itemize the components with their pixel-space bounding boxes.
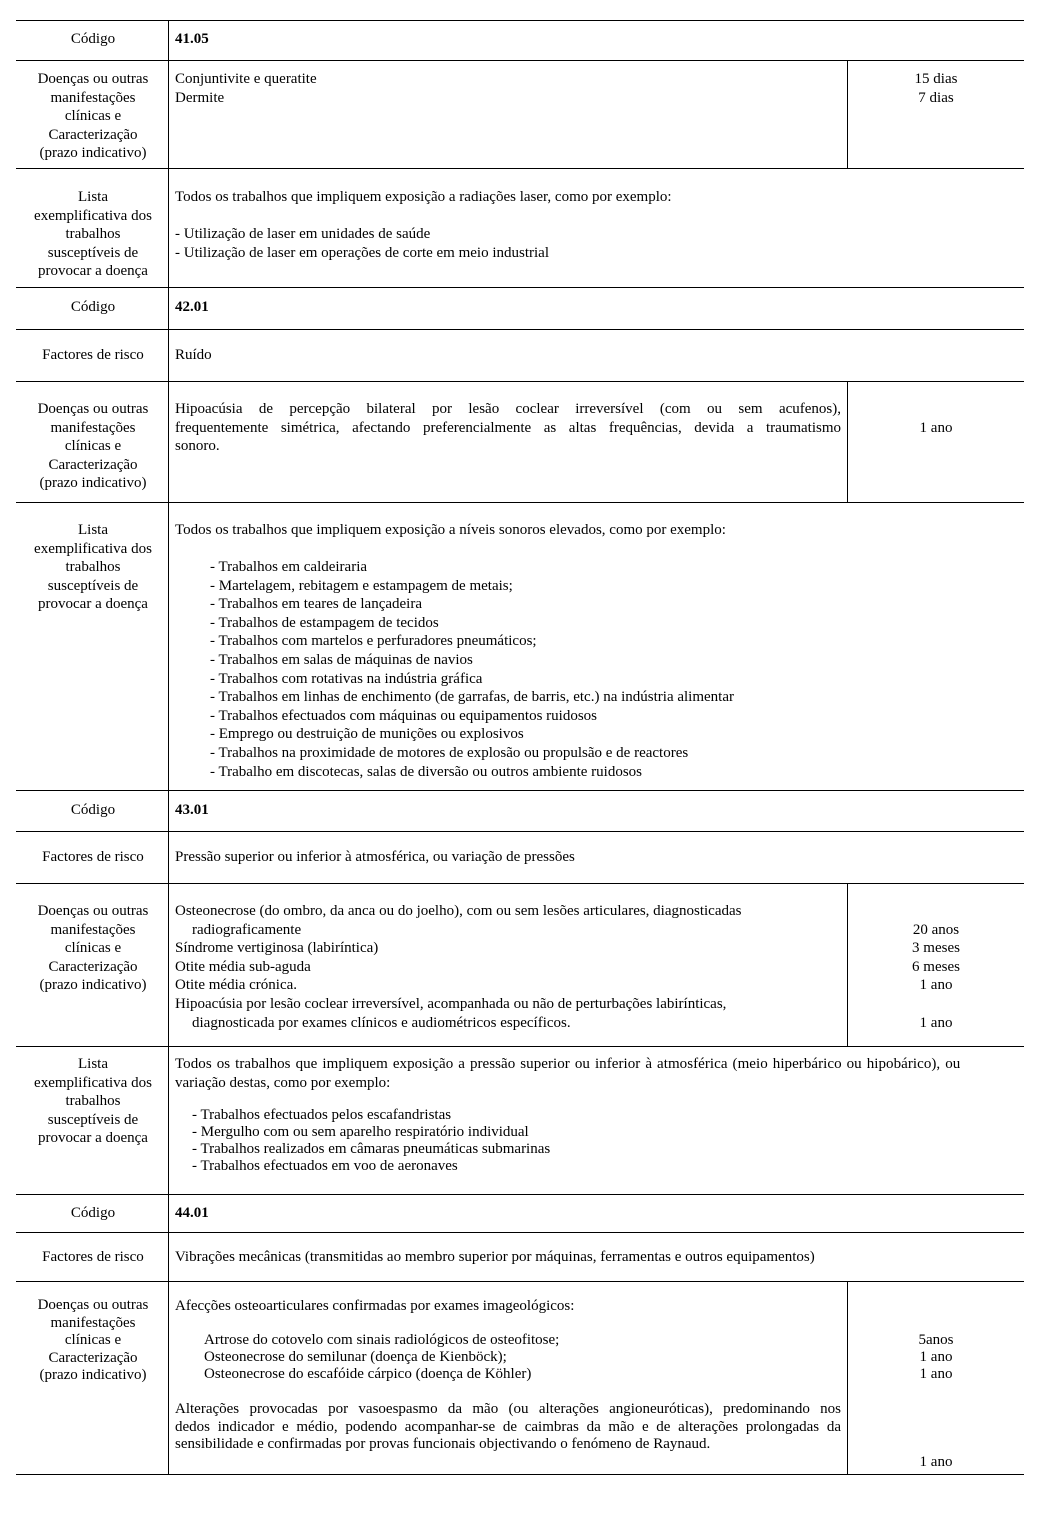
text-line: clínicas e <box>64 108 122 125</box>
works-list <box>175 225 549 262</box>
disease-line: frequentemente simétrica, afectando preferencialmente as altas frequências, devida a traumatismo <box>175 419 841 436</box>
text-line: clínicas e <box>64 940 122 957</box>
work-item: - Trabalhos de estampagem de tecidos <box>210 614 439 631</box>
work-item: - Trabalhos realizados em câmaras pneumáticas submarinas <box>192 1141 551 1157</box>
disease-line: sonoro. <box>175 438 220 455</box>
text-line: exemplificativa dos <box>34 207 152 224</box>
text-line: manifestações <box>50 419 136 436</box>
code-label: Código <box>70 31 116 47</box>
text-line: Todos os trabalhos que impliquem exposição a pressão superior ou inferior à atmosférica (meio hiperbárico ou hipobárico), ou <box>175 1056 961 1072</box>
disease-item: Osteonecrose do escafóide cárpico (doença de Köhler) <box>204 1366 532 1382</box>
risk-label: Factores de risco <box>42 849 144 865</box>
code-label: Código <box>70 1205 116 1221</box>
works-intro: Todos os trabalhos que impliquem exposição a níveis sonoros elevados, como por exemplo: <box>175 522 726 538</box>
work-item: - Emprego ou destruição de munições ou explosivos <box>210 726 524 743</box>
work-item: - Trabalhos com rotativas na indústria gráfica <box>210 670 483 687</box>
code-value: 42.01 <box>175 299 209 315</box>
text-line: trabalhos <box>65 559 121 576</box>
duration-value: 1 ano <box>919 420 953 436</box>
works-label <box>18 521 168 614</box>
text-line: (prazo indicativo) <box>39 145 147 162</box>
duration-list <box>848 419 1024 438</box>
work-item: - Trabalhos em caldeiraria <box>210 559 368 575</box>
works-label <box>18 1055 168 1148</box>
text-line: manifestações <box>50 1314 136 1331</box>
text-line: (prazo indicativo) <box>39 1367 147 1383</box>
text-line: Caracterização <box>48 126 138 143</box>
duration-value: 1 ano <box>919 1454 953 1470</box>
works-intro: Todos os trabalhos que impliquem exposição a radiações laser, como por exemplo: <box>175 189 672 205</box>
table-rule <box>16 1474 1024 1475</box>
text-line: Caracterização <box>48 456 138 473</box>
text-line: (prazo indicativo) <box>39 475 147 492</box>
work-item: - Utilização de laser em unidades de saúde <box>175 226 431 242</box>
duration-value: 1 ano <box>919 1014 953 1031</box>
code-value: 44.01 <box>175 1205 209 1221</box>
work-item: - Trabalhos efectuados em voo de aeronaves <box>192 1158 458 1174</box>
text-line: manifestações <box>50 89 136 106</box>
work-item: - Trabalhos na proximidade de motores de explosão ou propulsão e de reactores <box>210 744 689 761</box>
work-item: - Utilização de laser em operações de corte em meio industrial <box>175 244 550 261</box>
risk-value: Ruído <box>175 347 212 363</box>
text-line: Doenças ou outras <box>37 903 149 919</box>
work-item: - Trabalhos em linhas de enchimento (de garrafas, de barris, etc.) na indústria alimentar <box>210 689 734 706</box>
work-item: - Trabalhos efectuados pelos escafandristas <box>192 1107 452 1123</box>
column-divider <box>168 20 169 1474</box>
code-label: Código <box>70 802 116 818</box>
work-item: - Mergulho com ou sem aparelho respiratório individual <box>192 1124 529 1140</box>
work-item: - Trabalhos efectuados com máquinas ou equipamentos ruidosos <box>210 707 598 724</box>
disease-item: Osteonecrose (do ombro, da anca ou do joelho), com ou sem lesões articulares, diagnosticadas <box>175 903 742 919</box>
disease-line: sensibilidade e confirmadas por provas funcionais objectivando o fenómeno de Raynaud. <box>175 1436 711 1452</box>
text-line: manifestações <box>50 921 136 938</box>
works-intro <box>175 1055 1017 1092</box>
code-value: 41.05 <box>175 31 209 47</box>
text-line: provocar a doença <box>38 1130 148 1147</box>
diseases-label <box>18 902 168 995</box>
risk-label: Factores de risco <box>42 347 144 363</box>
text-line: Caracterização <box>48 1349 138 1366</box>
work-item: - Trabalhos em teares de lançadeira <box>210 596 422 613</box>
duration-list <box>848 902 1024 1032</box>
text-line: Caracterização <box>48 958 138 975</box>
diseases-list <box>175 902 742 1032</box>
diseases-list <box>175 1332 559 1383</box>
duration-value: 5anos <box>918 1332 954 1348</box>
disease-item: Hipoacúsia por lesão coclear irreversível, acompanhada ou não de perturbações labirínticas, <box>175 995 727 1012</box>
duration-value: 1 ano <box>919 1349 953 1365</box>
code-label: Código <box>70 299 116 315</box>
text-line: trabalhos <box>65 1093 121 1110</box>
disease-item: Osteonecrose do semilunar (doença de Kienböck); <box>204 1349 507 1365</box>
duration-value: 6 meses <box>912 958 960 975</box>
disease-line: dedos indicador e médio, podendo acompanhar-se de caimbras da mão e de alterações prolongadas da <box>175 1418 841 1435</box>
duration-value <box>848 902 1024 921</box>
text-line: (prazo indicativo) <box>39 977 147 994</box>
duration-list <box>848 1332 1024 1383</box>
text-line: Lista <box>78 522 108 538</box>
text-line: Doenças ou outras <box>37 401 149 417</box>
diseases-list <box>175 400 841 456</box>
risk-value: Vibrações mecânicas (transmitidas ao membro superior por máquinas, ferramentas e outros equipamentos) <box>175 1249 815 1265</box>
disease-item: Dermite <box>175 89 225 106</box>
disease-item: Artrose do cotovelo com sinais radiológicos de osteofitose; <box>204 1332 560 1348</box>
works-list <box>175 558 734 781</box>
duration-value: 20 anos <box>912 921 960 938</box>
text-line: susceptíveis de <box>47 1111 139 1128</box>
diseases-extra <box>175 1401 841 1454</box>
text-line: Lista <box>78 1056 108 1072</box>
duration-value: 1 ano <box>919 977 953 994</box>
diseases-label <box>18 1297 168 1385</box>
work-item: - Trabalho em discotecas, salas de diversão ou outros ambiente ruidosos <box>210 763 642 780</box>
duration-value <box>848 995 1024 1014</box>
work-item: - Trabalhos em salas de máquinas de navios <box>210 651 473 668</box>
text-line: susceptíveis de <box>47 577 139 594</box>
disease-line: Alterações provocadas por vasoespasmo da mão (ou alterações angioneuróticas), predominando nos <box>175 1401 841 1417</box>
text-line: trabalhos <box>65 226 121 243</box>
duration-value: 15 dias <box>914 71 958 87</box>
diseases-label <box>18 400 168 493</box>
text-line: Doenças ou outras <box>37 1297 149 1313</box>
disease-item: Conjuntivite e queratite <box>175 71 317 87</box>
text-line: Lista <box>78 189 108 205</box>
disease-item: diagnosticada por exames clínicos e audiométricos específicos. <box>192 1014 571 1031</box>
duration-value: 1 ano <box>919 1366 953 1382</box>
disease-item: radiograficamente <box>192 921 302 938</box>
works-label <box>18 188 168 281</box>
disease-item: Otite média sub-aguda <box>175 958 311 975</box>
code-value: 43.01 <box>175 802 209 818</box>
text-line: exemplificativa dos <box>34 540 152 557</box>
text-line: provocar a doença <box>38 263 148 280</box>
diseases-list <box>175 70 317 107</box>
work-item: - Martelagem, rebitagem e estampagem de metais; <box>210 577 513 594</box>
risk-label: Factores de risco <box>42 1249 144 1265</box>
text-line: variação destas, como por exemplo: <box>175 1074 391 1091</box>
works-list <box>175 1107 550 1175</box>
text-line: clínicas e <box>64 438 122 455</box>
duration-value: 3 meses <box>912 940 960 957</box>
diseases-intro: Afecções osteoarticulares confirmadas por exames imageológicos: <box>175 1298 575 1314</box>
text-line: provocar a doença <box>38 596 148 613</box>
duration-value: 7 dias <box>918 89 954 106</box>
column-divider <box>847 381 848 502</box>
text-line: susceptíveis de <box>47 244 139 261</box>
disease-line: Hipoacúsia de percepção bilateral por lesão coclear irreversível (com ou sem acufenos), <box>175 401 841 417</box>
risk-value: Pressão superior ou inferior à atmosférica, ou variação de pressões <box>175 849 575 865</box>
duration-list <box>848 70 1024 107</box>
diseases-label <box>18 70 168 163</box>
disease-item: Síndrome vertiginosa (labiríntica) <box>175 940 379 957</box>
work-item: - Trabalhos com martelos e perfuradores pneumáticos; <box>210 633 537 650</box>
text-line: exemplificativa dos <box>34 1074 152 1091</box>
text-line: Doenças ou outras <box>37 71 149 87</box>
disease-item: Otite média crónica. <box>175 977 298 994</box>
text-line: clínicas e <box>64 1332 122 1348</box>
